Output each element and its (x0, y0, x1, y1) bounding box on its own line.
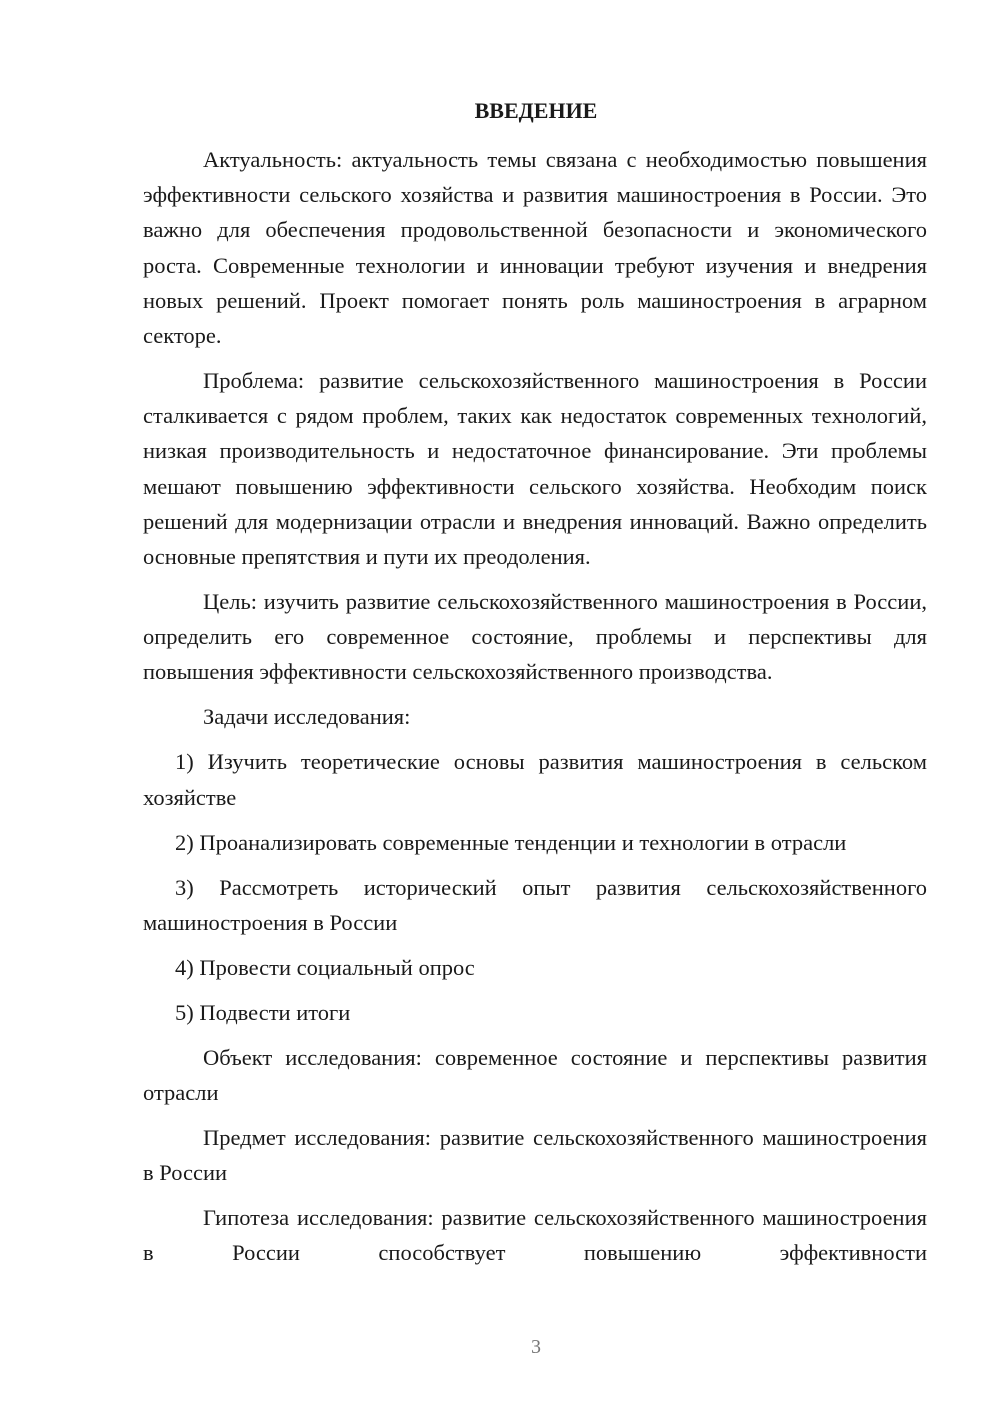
task-item: 5) Подвести итоги (175, 999, 351, 1025)
paragraph-goal: Цель: изучить развитие сельскохозяйственного машиностроения в России, определить его современное состояние, проблемы и перспективы для повышения эффективности сельскохозяйственного производства. (143, 589, 927, 685)
paragraph-problem: Проблема: развитие сельскохозяйственного машиностроения в России сталкивается с рядом проблем, таких как недостаток современных технологий, низкая производительность и недостаточное финансирование. Эти проблемы мешают повышению эффективности сельского хозяйства. Необходим поиск решений для модернизации отрасли и внедрения инноваций. Важно определить основные препятствия и пути их преодоления. (143, 368, 927, 570)
page-title: ВВЕДЕНИЕ (474, 98, 598, 123)
paragraph-hypothesis: Гипотеза исследования: развитие сельскохозяйственного машиностроения в России способствует повышению эффективности (143, 1205, 927, 1266)
tasks-heading: Задачи исследования: (203, 704, 411, 730)
task-item: 4) Провести социальный опрос (175, 954, 475, 980)
paragraph-relevance: Актуальность: актуальность темы связана с необходимостью повышения эффективности сельского хозяйства и развития машиностроения в России. Это важно для обеспечения продовольственной безопасности и экономического роста. Современные технологии и инновации требуют изучения и внедрения новых решений. Проект помогает понять роль машиностроения в аграрном секторе. (143, 147, 927, 349)
task-item: 2) Проанализировать современные тенденции и технологии в отрасли (175, 829, 847, 855)
task-item: 3) Рассмотреть исторический опыт развития сельскохозяйственного машиностроения в России (143, 874, 927, 935)
paragraph-subject: Предмет исследования: развитие сельскохозяйственного машиностроения в России (143, 1125, 927, 1186)
page-number: 3 (531, 1336, 541, 1358)
paragraph-object: Объект исследования: современное состояние и перспективы развития отрасли (143, 1044, 927, 1106)
task-item: 1) Изучить теоретические основы развития машиностроения в сельском хозяйстве (143, 749, 927, 810)
document-body (143, 142, 927, 1280)
